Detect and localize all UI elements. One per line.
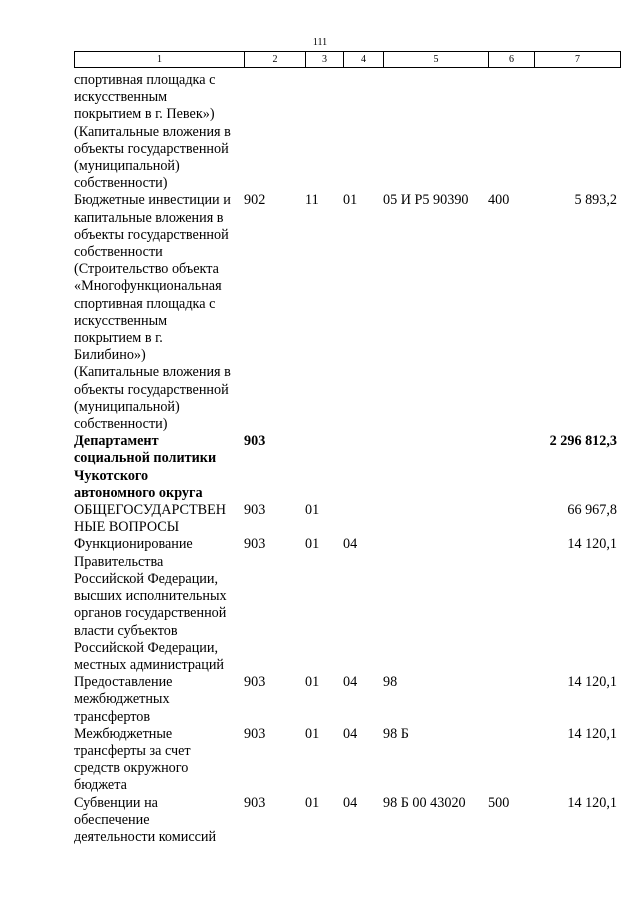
item-name: Предоставление межбюджетных трансфертов — [74, 674, 173, 725]
table-header — [74, 51, 621, 68]
target-article-code: 98 Б — [383, 725, 409, 742]
header-col-6: 6 — [489, 52, 535, 67]
amount: 14 120,1 — [567, 674, 617, 691]
header-col-1: 1 — [75, 52, 245, 67]
table-row — [74, 536, 619, 674]
table-row — [74, 72, 619, 192]
ministry-code: 903 — [244, 502, 266, 519]
amount: 14 120,1 — [567, 536, 617, 553]
header-col-3: 3 — [306, 52, 344, 67]
ministry-code: 903 — [244, 433, 266, 450]
table-row — [74, 726, 619, 795]
amount: 66 967,8 — [567, 502, 617, 519]
header-col-5: 5 — [384, 52, 489, 67]
item-name: Бюджетные инвестиции и капитальные вложения в объекты государственной собственности (Строительство объекта «Многофункциональная спортивная площадка с искусственным покрытием в г. Билибино») (Капитальные вложения в объекты государственной (муниципальной) собственности) — [74, 192, 231, 433]
item-name: Департамент социальной политики Чукотского автономного округа — [74, 433, 217, 501]
amount: 14 120,1 — [567, 725, 617, 742]
expense-type-code: 500 — [488, 794, 510, 811]
amount: 14 120,1 — [567, 794, 617, 811]
ministry-code: 903 — [244, 536, 266, 553]
item-name: Функционирование Правительства Российской Федерации, высших исполнительных органов государственной власти субъектов Российской Федерации, местных администраций — [74, 536, 227, 673]
target-article-code: 05 И Р5 90390 — [383, 192, 469, 209]
item-name: спортивная площадка с искусственным покрытием в г. Певек») (Капитальные вложения в объекты государственной (муниципальной) собственности) — [74, 72, 231, 192]
page-number: 111 — [312, 37, 328, 48]
table-row — [74, 674, 619, 726]
section-code: 01 — [305, 502, 320, 519]
section-code: 11 — [305, 192, 319, 209]
item-name: Субвенции на обеспечение деятельности комиссий — [74, 794, 217, 845]
header-col-2: 2 — [245, 52, 306, 67]
item-name: ОБЩЕГОСУДАРСТВЕН НЫЕ ВОПРОСЫ — [74, 502, 227, 536]
table-row — [74, 795, 619, 847]
section-code: 01 — [305, 794, 320, 811]
section-code: 01 — [305, 725, 320, 742]
amount: 2 296 812,3 — [549, 433, 617, 450]
header-col-4: 4 — [344, 52, 384, 67]
section-code: 01 — [305, 536, 320, 553]
item-name: Межбюджетные трансферты за счет средств окружного бюджета — [74, 725, 191, 794]
header-col-7: 7 — [575, 54, 580, 65]
amount: 5 893,2 — [574, 192, 617, 209]
target-article-code: 98 Б 00 43020 — [383, 794, 466, 811]
table-row — [74, 502, 619, 536]
subsection-code: 04 — [343, 725, 358, 742]
ministry-code: 903 — [244, 725, 266, 742]
target-article-code: 98 — [383, 674, 398, 691]
subsection-code: 04 — [343, 794, 358, 811]
section-code: 01 — [305, 674, 320, 691]
table-row — [74, 433, 619, 502]
table-row — [74, 192, 619, 433]
subsection-code: 04 — [343, 674, 358, 691]
ministry-code: 902 — [244, 192, 266, 209]
subsection-code: 01 — [343, 192, 358, 209]
budget-table-body — [74, 72, 619, 846]
expense-type-code: 400 — [488, 192, 510, 209]
subsection-code: 04 — [343, 536, 358, 553]
ministry-code: 903 — [244, 794, 266, 811]
ministry-code: 903 — [244, 674, 266, 691]
